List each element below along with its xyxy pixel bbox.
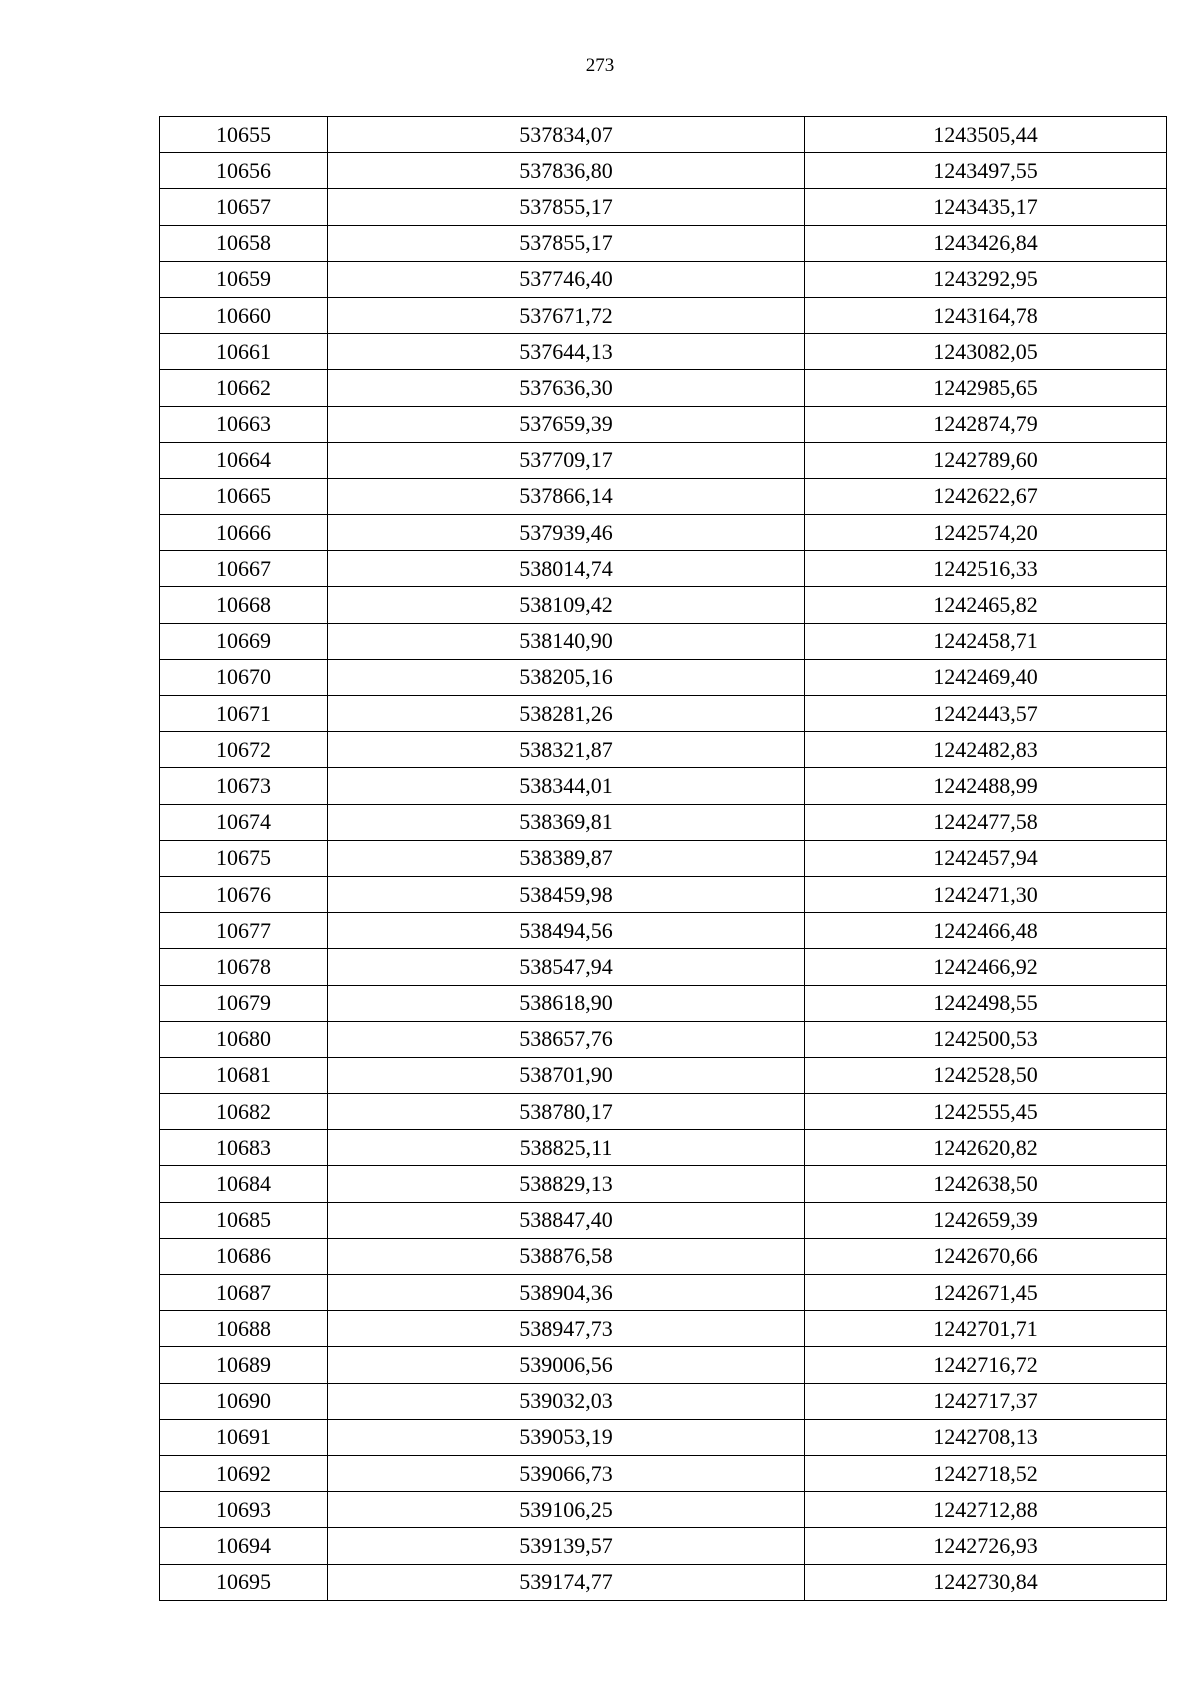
table-row <box>160 768 1167 804</box>
x-coordinate-cell: 537671,72 <box>328 297 805 333</box>
y-coordinate-cell: 1243497,55 <box>805 153 1167 189</box>
x-coordinate-cell: 538281,26 <box>328 696 805 732</box>
y-coordinate-cell: 1242466,92 <box>805 949 1167 985</box>
table-row <box>160 515 1167 551</box>
y-coordinate-cell: 1242716,72 <box>805 1347 1167 1383</box>
table-row <box>160 261 1167 297</box>
y-coordinate-cell: 1242708,13 <box>805 1419 1167 1455</box>
table-row <box>160 985 1167 1021</box>
table-row <box>160 153 1167 189</box>
y-coordinate-cell: 1242457,94 <box>805 840 1167 876</box>
point-number-cell: 10667 <box>160 551 328 587</box>
table-row <box>160 189 1167 225</box>
point-number-cell: 10674 <box>160 804 328 840</box>
point-number-cell: 10685 <box>160 1202 328 1238</box>
x-coordinate-cell: 538014,74 <box>328 551 805 587</box>
x-coordinate-cell: 537746,40 <box>328 261 805 297</box>
table-row <box>160 1094 1167 1130</box>
point-number-cell: 10656 <box>160 153 328 189</box>
point-number-cell: 10682 <box>160 1094 328 1130</box>
x-coordinate-cell: 537855,17 <box>328 225 805 261</box>
point-number-cell: 10672 <box>160 732 328 768</box>
x-coordinate-cell: 538109,42 <box>328 587 805 623</box>
point-number-cell: 10668 <box>160 587 328 623</box>
table-row <box>160 1528 1167 1564</box>
x-coordinate-cell: 537709,17 <box>328 442 805 478</box>
coordinates-table <box>159 116 1167 1601</box>
x-coordinate-cell: 537866,14 <box>328 478 805 514</box>
y-coordinate-cell: 1242466,48 <box>805 913 1167 949</box>
x-coordinate-cell: 538947,73 <box>328 1311 805 1347</box>
y-coordinate-cell: 1243505,44 <box>805 117 1167 153</box>
x-coordinate-cell: 537834,07 <box>328 117 805 153</box>
point-number-cell: 10692 <box>160 1455 328 1491</box>
table-row <box>160 732 1167 768</box>
point-number-cell: 10689 <box>160 1347 328 1383</box>
y-coordinate-cell: 1242789,60 <box>805 442 1167 478</box>
table-row <box>160 1347 1167 1383</box>
x-coordinate-cell: 538494,56 <box>328 913 805 949</box>
point-number-cell: 10687 <box>160 1275 328 1311</box>
page-number: 273 <box>585 55 615 76</box>
table-row <box>160 1130 1167 1166</box>
y-coordinate-cell: 1242488,99 <box>805 768 1167 804</box>
y-coordinate-cell: 1242717,37 <box>805 1383 1167 1419</box>
point-number-cell: 10670 <box>160 659 328 695</box>
point-number-cell: 10677 <box>160 913 328 949</box>
y-coordinate-cell: 1243164,78 <box>805 297 1167 333</box>
y-coordinate-cell: 1242469,40 <box>805 659 1167 695</box>
point-number-cell: 10655 <box>160 117 328 153</box>
table-row <box>160 1492 1167 1528</box>
y-coordinate-cell: 1242659,39 <box>805 1202 1167 1238</box>
x-coordinate-cell: 539106,25 <box>328 1492 805 1528</box>
x-coordinate-cell: 539139,57 <box>328 1528 805 1564</box>
y-coordinate-cell: 1242458,71 <box>805 623 1167 659</box>
table-row <box>160 117 1167 153</box>
table-row <box>160 1275 1167 1311</box>
y-coordinate-cell: 1242574,20 <box>805 515 1167 551</box>
y-coordinate-cell: 1242620,82 <box>805 1130 1167 1166</box>
y-coordinate-cell: 1242670,66 <box>805 1238 1167 1274</box>
table-row <box>160 913 1167 949</box>
x-coordinate-cell: 538876,58 <box>328 1238 805 1274</box>
y-coordinate-cell: 1242726,93 <box>805 1528 1167 1564</box>
x-coordinate-cell: 537644,13 <box>328 334 805 370</box>
x-coordinate-cell: 537659,39 <box>328 406 805 442</box>
point-number-cell: 10675 <box>160 840 328 876</box>
table-row <box>160 623 1167 659</box>
table-row <box>160 1455 1167 1491</box>
y-coordinate-cell: 1242638,50 <box>805 1166 1167 1202</box>
table-row <box>160 949 1167 985</box>
y-coordinate-cell: 1243082,05 <box>805 334 1167 370</box>
x-coordinate-cell: 539066,73 <box>328 1455 805 1491</box>
point-number-cell: 10684 <box>160 1166 328 1202</box>
table-row <box>160 370 1167 406</box>
point-number-cell: 10663 <box>160 406 328 442</box>
table-row <box>160 587 1167 623</box>
y-coordinate-cell: 1242730,84 <box>805 1564 1167 1600</box>
x-coordinate-cell: 538389,87 <box>328 840 805 876</box>
y-coordinate-cell: 1242443,57 <box>805 696 1167 732</box>
x-coordinate-cell: 537939,46 <box>328 515 805 551</box>
table-row <box>160 1057 1167 1093</box>
point-number-cell: 10669 <box>160 623 328 659</box>
point-number-cell: 10665 <box>160 478 328 514</box>
y-coordinate-cell: 1242482,83 <box>805 732 1167 768</box>
point-number-cell: 10666 <box>160 515 328 551</box>
point-number-cell: 10691 <box>160 1419 328 1455</box>
point-number-cell: 10659 <box>160 261 328 297</box>
table-row <box>160 442 1167 478</box>
x-coordinate-cell: 538547,94 <box>328 949 805 985</box>
table-row <box>160 876 1167 912</box>
point-number-cell: 10681 <box>160 1057 328 1093</box>
y-coordinate-cell: 1242712,88 <box>805 1492 1167 1528</box>
y-coordinate-cell: 1243426,84 <box>805 225 1167 261</box>
table-row <box>160 804 1167 840</box>
table-row <box>160 1383 1167 1419</box>
point-number-cell: 10664 <box>160 442 328 478</box>
point-number-cell: 10678 <box>160 949 328 985</box>
table-row <box>160 1202 1167 1238</box>
point-number-cell: 10694 <box>160 1528 328 1564</box>
point-number-cell: 10671 <box>160 696 328 732</box>
point-number-cell: 10676 <box>160 876 328 912</box>
point-number-cell: 10658 <box>160 225 328 261</box>
x-coordinate-cell: 537855,17 <box>328 189 805 225</box>
point-number-cell: 10693 <box>160 1492 328 1528</box>
x-coordinate-cell: 538344,01 <box>328 768 805 804</box>
table-row <box>160 659 1167 695</box>
y-coordinate-cell: 1242465,82 <box>805 587 1167 623</box>
point-number-cell: 10680 <box>160 1021 328 1057</box>
y-coordinate-cell: 1242500,53 <box>805 1021 1167 1057</box>
table-row <box>160 1564 1167 1600</box>
coordinates-table-body <box>160 117 1167 1601</box>
y-coordinate-cell: 1242622,67 <box>805 478 1167 514</box>
x-coordinate-cell: 537836,80 <box>328 153 805 189</box>
y-coordinate-cell: 1242555,45 <box>805 1094 1167 1130</box>
point-number-cell: 10661 <box>160 334 328 370</box>
y-coordinate-cell: 1242528,50 <box>805 1057 1167 1093</box>
y-coordinate-cell: 1242671,45 <box>805 1275 1167 1311</box>
point-number-cell: 10679 <box>160 985 328 1021</box>
y-coordinate-cell: 1242516,33 <box>805 551 1167 587</box>
table-row <box>160 696 1167 732</box>
y-coordinate-cell: 1243435,17 <box>805 189 1167 225</box>
point-number-cell: 10660 <box>160 297 328 333</box>
y-coordinate-cell: 1242985,65 <box>805 370 1167 406</box>
x-coordinate-cell: 538459,98 <box>328 876 805 912</box>
table-row <box>160 840 1167 876</box>
point-number-cell: 10683 <box>160 1130 328 1166</box>
point-number-cell: 10690 <box>160 1383 328 1419</box>
x-coordinate-cell: 538321,87 <box>328 732 805 768</box>
x-coordinate-cell: 538780,17 <box>328 1094 805 1130</box>
y-coordinate-cell: 1243292,95 <box>805 261 1167 297</box>
y-coordinate-cell: 1242718,52 <box>805 1455 1167 1491</box>
x-coordinate-cell: 538829,13 <box>328 1166 805 1202</box>
table-row <box>160 297 1167 333</box>
point-number-cell: 10686 <box>160 1238 328 1274</box>
x-coordinate-cell: 538657,76 <box>328 1021 805 1057</box>
x-coordinate-cell: 539174,77 <box>328 1564 805 1600</box>
x-coordinate-cell: 538847,40 <box>328 1202 805 1238</box>
x-coordinate-cell: 538825,11 <box>328 1130 805 1166</box>
y-coordinate-cell: 1242874,79 <box>805 406 1167 442</box>
table-row <box>160 1311 1167 1347</box>
table-row <box>160 225 1167 261</box>
x-coordinate-cell: 538205,16 <box>328 659 805 695</box>
table-row <box>160 1166 1167 1202</box>
table-row <box>160 1419 1167 1455</box>
point-number-cell: 10688 <box>160 1311 328 1347</box>
x-coordinate-cell: 538369,81 <box>328 804 805 840</box>
x-coordinate-cell: 538618,90 <box>328 985 805 1021</box>
point-number-cell: 10662 <box>160 370 328 406</box>
x-coordinate-cell: 538904,36 <box>328 1275 805 1311</box>
table-row <box>160 478 1167 514</box>
x-coordinate-cell: 539006,56 <box>328 1347 805 1383</box>
x-coordinate-cell: 538140,90 <box>328 623 805 659</box>
y-coordinate-cell: 1242498,55 <box>805 985 1167 1021</box>
x-coordinate-cell: 537636,30 <box>328 370 805 406</box>
y-coordinate-cell: 1242471,30 <box>805 876 1167 912</box>
table-row <box>160 334 1167 370</box>
x-coordinate-cell: 538701,90 <box>328 1057 805 1093</box>
y-coordinate-cell: 1242477,58 <box>805 804 1167 840</box>
table-row <box>160 1238 1167 1274</box>
table-row <box>160 406 1167 442</box>
x-coordinate-cell: 539053,19 <box>328 1419 805 1455</box>
point-number-cell: 10673 <box>160 768 328 804</box>
y-coordinate-cell: 1242701,71 <box>805 1311 1167 1347</box>
point-number-cell: 10695 <box>160 1564 328 1600</box>
table-row <box>160 551 1167 587</box>
table-row <box>160 1021 1167 1057</box>
point-number-cell: 10657 <box>160 189 328 225</box>
x-coordinate-cell: 539032,03 <box>328 1383 805 1419</box>
